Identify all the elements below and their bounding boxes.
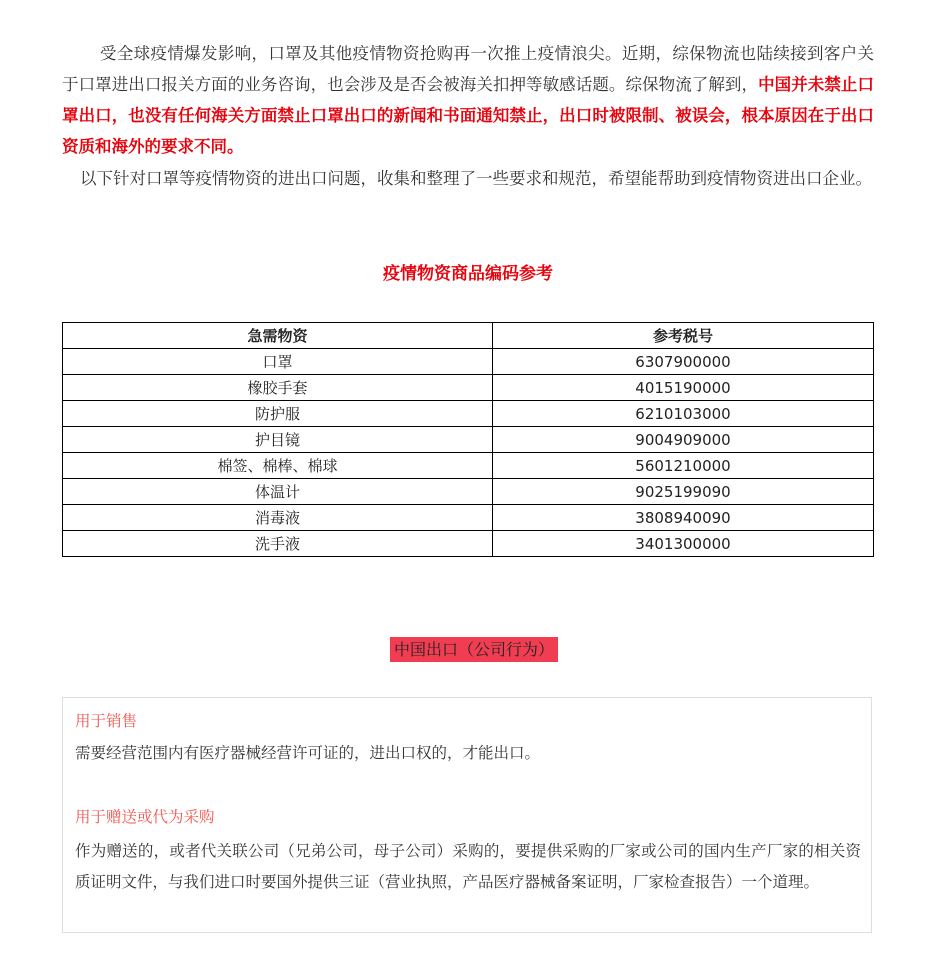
gift-purchase-text: 作为赠送的，或者代关联公司（兄弟公司，母子公司）采购的，要提供采购的厂家或公司的国内生产厂家的相关资质证明文件，与我们进口时要国外提供三证（营业执照，产品医疗器械备案证明，厂家检查报告）一个道理。: [75, 842, 861, 891]
export-requirements-box: [62, 697, 872, 933]
code-cell: 9025199090: [493, 479, 874, 505]
intro-highlight: 中国并未禁止口罩出口，也没有任何海关方面禁止口罩出口的新闻和书面通知禁止，出口时被限制、被误会，根本原因在于出口资质和海外的要求不同。: [62, 75, 875, 156]
code-cell: 3401300000: [493, 531, 874, 557]
section-banner: 中国出口（公司行为）: [390, 637, 558, 662]
code-cell: 9004909000: [493, 427, 874, 453]
table-row: [63, 349, 874, 375]
code-cell: 3808940090: [493, 505, 874, 531]
hs-code-table: [62, 322, 874, 557]
section-banner-wrap: [0, 637, 948, 662]
subheading-sales: 用于销售: [75, 712, 138, 730]
code-cell: 6210103000: [493, 401, 874, 427]
code-cell: 6307900000: [493, 349, 874, 375]
table-row: [63, 479, 874, 505]
table-header-row: [63, 323, 874, 349]
table-row: [63, 427, 874, 453]
goods-cell: 洗手液: [63, 531, 493, 557]
subheading-gift-purchase: 用于赠送或代为采购: [75, 808, 215, 826]
goods-cell: 橡胶手套: [63, 375, 493, 401]
code-cell: 4015190000: [493, 375, 874, 401]
table-row: [63, 505, 874, 531]
goods-cell: 护目镜: [63, 427, 493, 453]
goods-cell: 棉签、棉棒、棉球: [63, 453, 493, 479]
intro-text: 受全球疫情爆发影响，口罩及其他疫情物资抢购再一次推上疫情浪尖。近期，综保物流也陆续接到客户关于口罩进出口报关方面的业务咨询，也会涉及是否会被海关扣押等敏感话题。综保物流了解到，: [62, 44, 874, 94]
goods-cell: 防护服: [63, 401, 493, 427]
table-title: 疫情物资商品编码参考: [383, 264, 553, 284]
sales-text: 需要经营范围内有医疗器械经营许可证的，进出口权的，才能出口。: [75, 744, 541, 762]
header-code: 参考税号: [493, 323, 874, 349]
table-row: [63, 401, 874, 427]
goods-cell: 体温计: [63, 479, 493, 505]
table-row: [63, 375, 874, 401]
table-row: [63, 531, 874, 557]
intro-paragraph-1: [62, 38, 874, 162]
code-cell: 5601210000: [493, 453, 874, 479]
intro-paragraph-2: 以下针对口罩等疫情物资的进出口问题，收集和整理了一些要求和规范，希望能帮助到疫情物资进出口企业。: [80, 169, 872, 188]
header-goods: 急需物资: [63, 323, 493, 349]
table-row: [63, 453, 874, 479]
goods-cell: 口罩: [63, 349, 493, 375]
goods-cell: 消毒液: [63, 505, 493, 531]
